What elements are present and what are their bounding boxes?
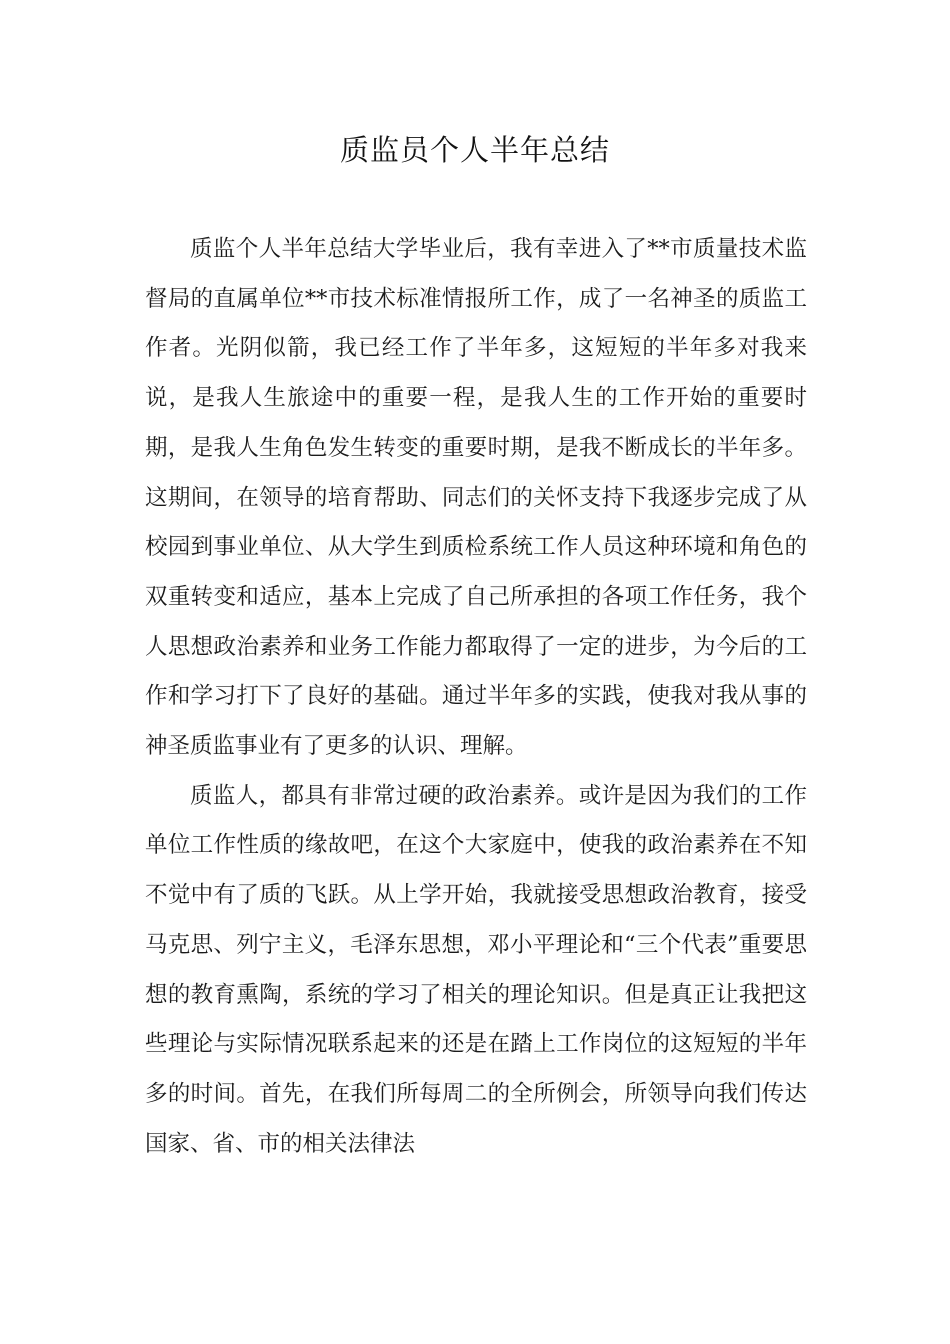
document-body — [145, 225, 807, 1169]
document-title: 质监员个人半年总结 — [339, 133, 610, 167]
paragraph-2: 质监人，都具有非常过硬的政治素养。或许是因为我们的工作单位工作性质的缘故吧，在这个大家庭中，使我的政治素养在不知不觉中有了质的飞跃。从上学开始，我就接受思想政治教育，接受马克思、列宁主义，毛泽东思想，邓小平理论和“三个代表”重要思想的教育熏陶，系统的学习了相关的理论知识。但是真正让我把这些理论与实际情况联系起来的还是在踏上工作岗位的这短短的半年多的时间。首先，在我们所每周二的全所例会，所领导向我们传达国家、省、市的相关法律法 — [145, 782, 807, 1157]
paragraph-1: 质监个人半年总结大学毕业后，我有幸进入了**市质量技术监督局的直属单位**市技术标准情报所工作，成了一名神圣的质监工作者。光阴似箭，我已经工作了半年多，这短短的半年多对我来说，是我人生旅途中的重要一程，是我人生的工作开始的重要时期，是我人生角色发生转变的重要时期，是我不断成长的半年多。这期间，在领导的培育帮助、同志们的关怀支持下我逐步完成了从校园到事业单位、从大学生到质检系统工作人员这种环境和角色的双重转变和适应，基本上完成了自己所承担的各项工作任务，我个人思想政治素养和业务工作能力都取得了一定的进步，为今后的工作和学习打下了良好的基础。通过半年多的实践，使我对我从事的神圣质监事业有了更多的认识、理解。 — [145, 236, 807, 760]
